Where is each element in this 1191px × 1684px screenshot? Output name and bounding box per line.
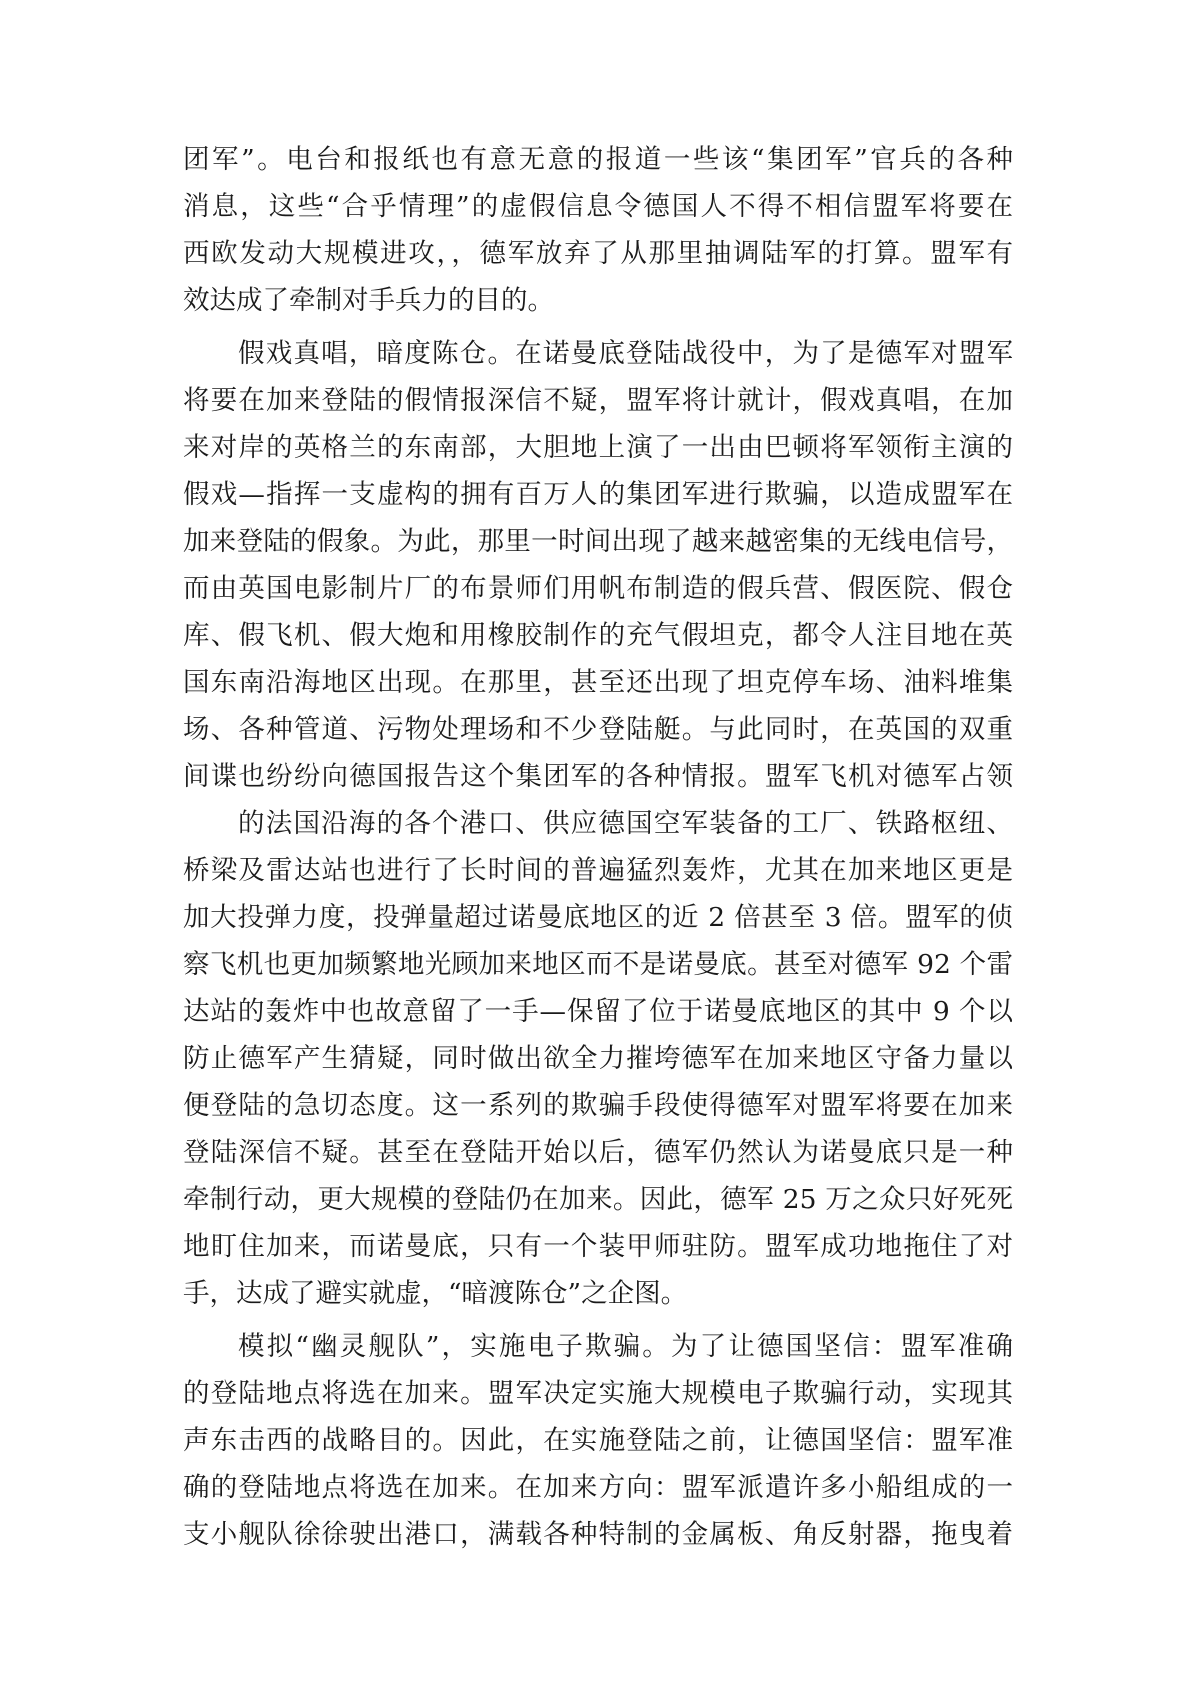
text-line: 效达成了牵制对手兵力的目的。 — [183, 285, 554, 316]
text-line: 假戏真唱，暗度陈仓。在诺曼底登陆战役中，为了是德军对盟军 — [238, 338, 1013, 369]
text-line: 消息，这些“合乎情理”的虚假信息令德国人不得不相信盟军将要在 — [183, 191, 1013, 222]
text-line: 登陆深信不疑。甚至在登陆开始以后，德军仍然认为诺曼底只是一种 — [183, 1137, 1013, 1168]
text-line: 支小舰队徐徐驶出港口，满载各种特制的金属板、角反射器，拖曳着 — [183, 1519, 1013, 1550]
body-text — [183, 136, 1013, 1558]
text-line: 便登陆的急切态度。这一系列的欺骗手段使得德军对盟军将要在加来 — [183, 1090, 1013, 1121]
text-line: 国东南沿海地区出现。在那里，甚至还出现了坦克停车场、油料堆集 — [183, 667, 1013, 698]
text-line: 牵制行动，更大规模的登陆仍在加来。因此，德军 25 万之众只好死死 — [183, 1184, 1013, 1215]
text-line: 确的登陆地点将选在加来。在加来方向：盟军派遣许多小船组成的一 — [183, 1472, 1013, 1503]
text-line: 模拟“幽灵舰队”，实施电子欺骗。为了让德国坚信：盟军准确 — [238, 1331, 1013, 1362]
text-line: 地盯住加来，而诺曼底，只有一个装甲师驻防。盟军成功地拖住了对 — [183, 1231, 1013, 1262]
text-line: 察飞机也更加频繁地光顾加来地区而不是诺曼底。甚至对德军 92 个雷 — [183, 949, 1013, 980]
text-line: 加来登陆的假象。为此，那里一时间出现了越来越密集的无线电信号， — [183, 526, 1013, 557]
text-line: 加大投弹力度，投弹量超过诺曼底地区的近 2 倍甚至 3 倍。盟军的侦 — [183, 902, 1013, 933]
text-line: 手，达成了避实就虚，“暗渡陈仓”之企图。 — [183, 1278, 688, 1309]
text-line: 团军”。电台和报纸也有意无意的报道一些该“集团军”官兵的各种 — [183, 144, 1013, 175]
text-line: 来对岸的英格兰的东南部，大胆地上演了一出由巴顿将军领衔主演的 — [183, 432, 1013, 463]
text-line: 间谍也纷纷向德国报告这个集团军的各种情报。盟军飞机对德军占领 — [183, 761, 1013, 792]
text-line: 场、各种管道、污物处理场和不少登陆艇。与此同时，在英国的双重 — [183, 714, 1013, 745]
text-line: 的法国沿海的各个港口、供应德国空军装备的工厂、铁路枢纽、 — [238, 808, 1013, 839]
text-line: 将要在加来登陆的假情报深信不疑，盟军将计就计，假戏真唱，在加 — [183, 385, 1013, 416]
text-line: 达站的轰炸中也故意留了一手—保留了位于诺曼底地区的其中 9 个以 — [183, 996, 1013, 1027]
text-line: 假戏—指挥一支虚构的拥有百万人的集团军进行欺骗，以造成盟军在 — [183, 479, 1013, 510]
text-line: 西欧发动大规模进攻，，德军放弃了从那里抽调陆军的打算。盟军有 — [183, 238, 1013, 269]
text-line: 桥梁及雷达站也进行了长时间的普遍猛烈轰炸，尤其在加来地区更是 — [183, 855, 1013, 886]
text-line: 而由英国电影制片厂的布景师们用帆布制造的假兵营、假医院、假仓 — [183, 573, 1013, 604]
text-line: 防止德军产生猜疑，同时做出欲全力摧垮德军在加来地区守备力量以 — [183, 1043, 1013, 1074]
text-line: 库、假飞机、假大炮和用橡胶制作的充气假坦克，都令人注目地在英 — [183, 620, 1013, 651]
text-line: 的登陆地点将选在加来。盟军决定实施大规模电子欺骗行动，实现其 — [183, 1378, 1013, 1409]
text-line: 声东击西的战略目的。因此，在实施登陆之前，让德国坚信：盟军准 — [183, 1425, 1013, 1456]
